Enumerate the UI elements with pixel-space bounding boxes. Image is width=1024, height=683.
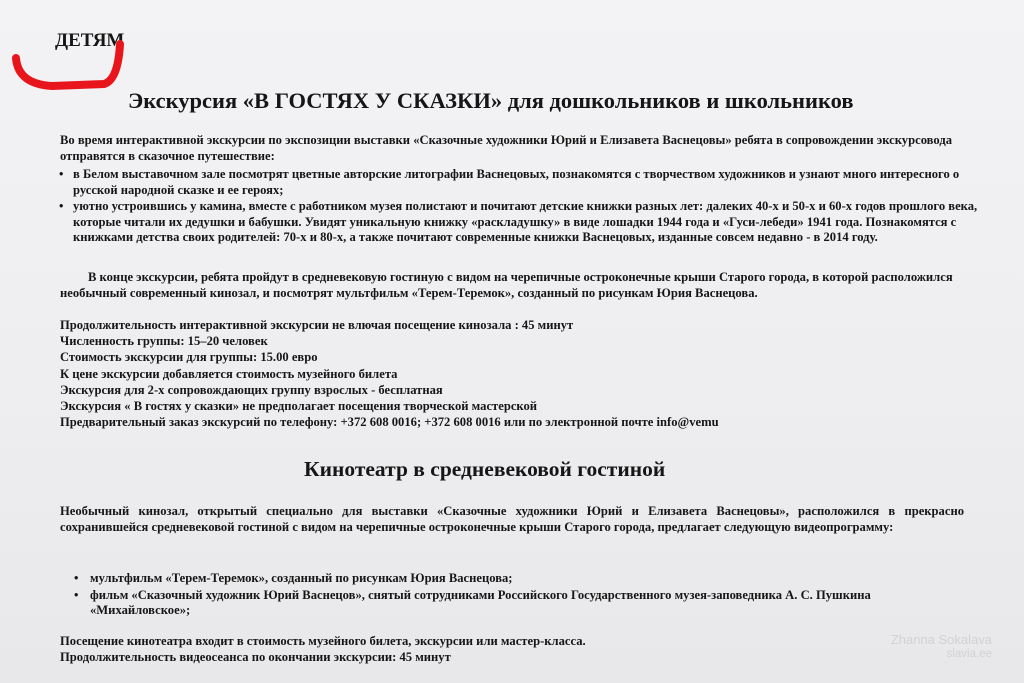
cinema-duration-note: Продолжительность видеосеанса по окончании экскурсии: 45 минут: [60, 650, 451, 664]
list-item: • уютно устроившись у камина, вместе с работником музея полистают и почитают детские книжки разных лет: далеких 40-х и 50-х и 60-х годов прошлого века, которые читали их дедушки и бабушки. Увидят уникальную книжку «раскладушку» в виде лошадки 1944 года и «Гуси-лебеди» 1941 года. Познакомятся с книжками детства своих родителей: 70-х и 80-х, а также почитают современные книжки Васнецовых, изданные совсем недавно - в 2014 году.: [60, 199, 990, 246]
cinema-ticket-note: Посещение кинотеатра входит в стоимость музейного билета, экскурсии или мастер-класса.: [60, 634, 586, 648]
list-item: • фильм «Сказочный художник Юрий Васнецов», снятый сотрудниками Российского Государственного музея-заповедника А. С. Пушкина «Михайловское»;: [74, 588, 964, 619]
intro-paragraph: Во время интерактивной экскурсии по экспозиции выставки «Сказочные художники Юрий и Елизавета Васнецовы» ребята в сопровождении экскурсовода отправятся в сказочное путешествие:: [60, 133, 952, 163]
fact-ticket: К цене экскурсии добавляется стоимость музейного билета: [60, 366, 398, 381]
cinema-footer: [60, 634, 960, 666]
corner-heading: ДЕТЯМ: [55, 30, 125, 51]
watermark-site: slavia.ee: [946, 648, 992, 660]
fact-chaperones: Экскурсия для 2-х сопровождающих группу взрослых - бесплатная: [60, 382, 443, 397]
watermark-author: Zhanna Sokalava: [890, 632, 992, 647]
cinema-intro: Необычный кинозал, открытый специально для выставки «Сказочные художники Юрий и Елизавета Васнецовы», расположился в прекрасно сохранившейся средневековой гостиной с видом на черепичные остроконечные крыши Старого города, предлагает следующую видеопрограмму:: [60, 504, 964, 534]
list-item: • в Белом выставочном зале посмотрят цветные авторские литографии Васнецовых, познакомятся с творчеством художников и узнают много интересного о русской народной сказке и ее героях;: [60, 167, 990, 198]
photo-watermark: [891, 632, 992, 662]
fact-price: Стоимость экскурсии для группы: 15.00 евро: [60, 350, 318, 365]
cinema-title: Кинотеатр в средневековой гостиной: [304, 457, 666, 481]
activity-list: [60, 167, 990, 246]
fact-group-size: Численность группы: 15–20 человек: [60, 334, 268, 349]
red-marker-stroke: [12, 40, 124, 92]
excursion-facts: [60, 318, 960, 431]
excursion-title: Экскурсия «В ГОСТЯХ У СКАЗКИ» для дошкольников и школьников: [128, 88, 854, 113]
list-item: • мультфильм «Терем-Теремок», созданный по рисункам Юрия Васнецова;: [74, 571, 964, 587]
fact-workshop: Экскурсия « В гостях у сказки» не предполагает посещения творческой мастерской: [60, 398, 538, 413]
fact-booking: Предварительный заказ экскурсий по телефону: +372 608 0016; +372 608 0016 или по электронной почте info@vemu: [60, 415, 719, 430]
video-program-list: [74, 571, 964, 620]
fact-duration: Продолжительность интерактивной экскурсии не влючая посещение кинозала : 45 минут: [60, 318, 574, 332]
closing-paragraph: В конце экскурсии, ребята пройдут в средневековую гостиную с видом на черепичные остроконечные крыши Старого города, в которой расположился необычный современный кинозал, и посмотрят мультфильм «Терем-Теремок», созданный по рисункам Юрия Васнецова.: [60, 270, 953, 300]
